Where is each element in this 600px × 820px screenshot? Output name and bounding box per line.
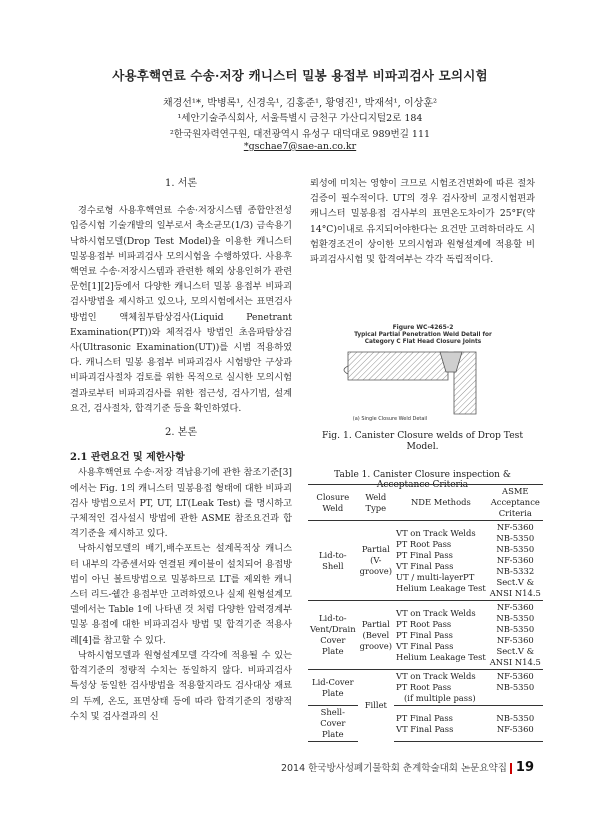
- header-nde-methods: NDE Methods: [394, 485, 488, 521]
- criteria-item: NB-5350: [496, 533, 535, 543]
- email-text: *gschae7@sae-an.co.kr: [243, 141, 357, 152]
- criteria-item: NF-5360: [496, 635, 534, 645]
- method-item: UT / multi-layerPT: [396, 571, 475, 582]
- closure-cell: Lid-to-Shell: [308, 521, 358, 601]
- continued-paragraph: 뢰성에 미치는 영향이 크므로 시험조건변화에 따른 절차검증이 필수적이다. UT의 경우 검사장비 교정시험편과 캐니스터 밀봉용접 검사부의 표면온도차이가 25°F(약14°C)이내로 유지되어야한다는 요건만 고려하더라도 시험환경조건이 상이한 모의시험과 원형설계에 적용할 비파괴검사시험 및 합격여부는 각각 독립적이다.: [310, 178, 535, 266]
- table-row: [308, 601, 543, 670]
- criteria-item: NF-5360: [496, 723, 534, 734]
- head-plate-shape: [348, 352, 448, 380]
- right-column: [310, 176, 535, 267]
- body-paragraph-1: 사용후핵연료 수송·저장 격납용기에 관한 참조기준[3]에서는 Fig. 1의 캐니스터 밀봉용접 형태에 대한 비파괴검사 방법으로서 PT, UT, LT(Leak Test) 를 명시하고 구체적인 검사설시 방법에 관한 ASME 참조요건과 합격기준을 제시하고 있다.: [70, 467, 292, 540]
- closure-cell: Lid-Cover Plate: [308, 670, 358, 706]
- criteria-item: ANSI N14.5: [489, 588, 541, 598]
- section-heading-body: 2. 본론: [164, 427, 198, 439]
- criteria-item: [490, 693, 541, 704]
- methods-cell: [394, 521, 488, 601]
- body-paragraph-3: 낙하시험모델과 원형설계모델 각각에 적용될 수 있는 합격기준의 정량적 수치는 동일하지 않다. 비파괴검사 특성상 동일한 검사방법을 적용할지라도 검사대상 재료의 두께, 온도, 표면상태 등에 따라 합격기준의 정량적 수치 및 검사결과의 신: [70, 649, 292, 722]
- criteria-item: NF-5360: [496, 555, 534, 565]
- criteria-item: Sect.V &: [496, 577, 535, 587]
- corresponding-email: [0, 141, 600, 152]
- criteria-item: NB-5350: [496, 544, 535, 554]
- method-item: PT Root Pass: [396, 538, 452, 549]
- method-item: VT Final Pass: [396, 723, 454, 734]
- table-row: [308, 521, 543, 601]
- table-row: [308, 706, 543, 742]
- method-item: VT on Track Welds: [396, 671, 476, 681]
- figure-inner-caption: (a) Single Closure Weld Detail: [352, 416, 428, 422]
- criteria-item: NB-5350: [496, 624, 535, 634]
- criteria-item: NF-5360: [496, 522, 534, 532]
- method-item: (if multiple pass): [404, 693, 476, 703]
- criteria-item: ANSI N14.5: [489, 657, 541, 667]
- page-footer: [281, 760, 534, 775]
- paper-title: 사용후핵연료 수송·저장 캐니스터 밀봉 용접부 비파괴검사 모의시험: [112, 68, 488, 83]
- method-item: PT Final Pass: [396, 629, 453, 640]
- weld-detail-figure: [330, 322, 516, 422]
- method-item: VT on Track Welds: [396, 607, 476, 618]
- criteria-item: NB-5350: [496, 712, 535, 723]
- author-list: 채경선¹*, 박병록¹, 신경욱¹, 김홍준¹, 황영진¹, 박재석¹, 이상훈²: [162, 98, 438, 109]
- affiliation-2: ²한국원자력연구원, 대전광역시 유성구 대덕대로 989번길 111: [169, 129, 431, 140]
- header-acceptance-criteria: ASME Acceptance Criteria: [488, 485, 543, 521]
- criteria-cell: [488, 601, 543, 670]
- methods-cell: [394, 670, 488, 706]
- methods-cell: [394, 601, 488, 670]
- method-item: VT on Track Welds: [396, 527, 476, 538]
- criteria-item: Sect.V &: [496, 646, 535, 656]
- figure-title-1: Figure WC-4265-2: [392, 324, 454, 331]
- method-item: PT Final Pass: [396, 712, 453, 723]
- figure-title-2: Typical Partial Penetration Weld Detail for: [354, 332, 492, 338]
- method-item: Helium Leakage Test: [396, 651, 486, 662]
- table-row: [308, 670, 543, 706]
- method-item: PT Root Pass: [396, 618, 452, 629]
- criteria-item: NB-5350: [496, 682, 535, 692]
- footer-text: 2014 한국방사성폐기물학회 춘계학술대회 논문요약집: [280, 763, 507, 774]
- left-column: [70, 176, 292, 724]
- criteria-cell: [488, 706, 543, 742]
- criteria-item: NF-5360: [496, 671, 534, 681]
- table-header-row: [308, 485, 543, 521]
- break-line-shape: [344, 366, 348, 374]
- subsection-heading-2-1: 2.1 관련요건 및 제한사항: [70, 452, 185, 464]
- methods-cell: [394, 706, 488, 742]
- acceptance-criteria-table: [308, 484, 543, 742]
- method-item: VT Final Pass: [396, 560, 454, 571]
- criteria-cell: [488, 670, 543, 706]
- intro-paragraph: 경수로형 사용후핵연료 수송·저장시스템 종합안전성 입증시험 기술개발의 일부로서 축소균모(1/3) 금속용기 낙하시험모델(Drop Test Model)을 이용한 캐니스터 밀봉용접부 비파괴검사 모의시험을 수행하였다. 사용후핵연료 수송·저장시스템과 관련한 해외 상용인허가 관련문헌[1][2]등에서 다양한 캐니스터 밀봉 용접부 비파괴검사방법을 제시하고 있으나, 모의시험에서는 표면검사방법인 액체침투탐상검사(Liquid Penetrant Examination(PT))와 체적검사 방법인 초음파탐상검사(Ultrasonic Examination(UT))를 시범 적용하였다. 캐니스터 밀봉 용접부 비파괴검사 시험방안 구상과 비파괴검사절차 검토를 위한 목적으로 실시한 모의시험결과로부터 비파괴검사를 위한 접근성, 검사기법, 설계요건, 검사절차, 합격기준 등을 확인하였다.: [70, 205, 292, 414]
- method-item: Helium Leakage Test: [396, 582, 486, 593]
- closure-cell: Lid-to-Vent/Drain Cover Plate: [308, 601, 358, 670]
- type-cell: Partial (Bevel groove): [358, 601, 394, 670]
- body-paragraph-2: 낙하시험모델의 배기,배수포트는 설계목적상 캐니스터 내부의 각종센서와 연결된 케이블이 설치되어 용접방법이 아닌 볼트방법으로 밀봉하므로 LT를 제외한 캐니스터 리드-쉘간 용접부만 고려하였으나 실제 원형설계모델에서는 Table 1에 나타낸 것 처럼 다양한 압력경계부 밀봉 용접에 대한 비파괴검사 방법 및 합격기준 적용사례[4]를 참고할 수 있다.: [70, 543, 292, 646]
- criteria-cell: [488, 521, 543, 601]
- method-item: PT Root Pass: [396, 682, 452, 692]
- criteria-item: NF-5360: [496, 602, 534, 612]
- type-cell: Partial (V-groove): [358, 521, 394, 601]
- method-item: PT Final Pass: [396, 549, 453, 560]
- type-cell: Fillet: [358, 670, 394, 742]
- header-weld-type: Weld Type: [358, 485, 394, 521]
- affiliation-1: ¹세안기술주식회사, 서울특별시 금천구 가산디지털2로 184: [177, 113, 423, 124]
- section-heading-intro: 1. 서론: [164, 178, 198, 189]
- criteria-item: NB-5332: [496, 566, 535, 576]
- criteria-item: NB-5350: [496, 613, 535, 623]
- closure-cell: Shell-Cover Plate: [308, 706, 358, 742]
- table-caption: Table 1. Canister Closure inspection & Acceptance Criteria: [334, 470, 511, 490]
- figure-caption: Fig. 1. Canister Closure welds of Drop Test Model.: [321, 430, 524, 452]
- method-item: VT Final Pass: [396, 640, 454, 651]
- footer-divider: [510, 763, 512, 774]
- figure-title-3: Category C Flat Head Closure Joints: [364, 339, 482, 345]
- page-number: 19: [515, 760, 534, 775]
- header-closure-weld: Closure Weld: [308, 485, 358, 521]
